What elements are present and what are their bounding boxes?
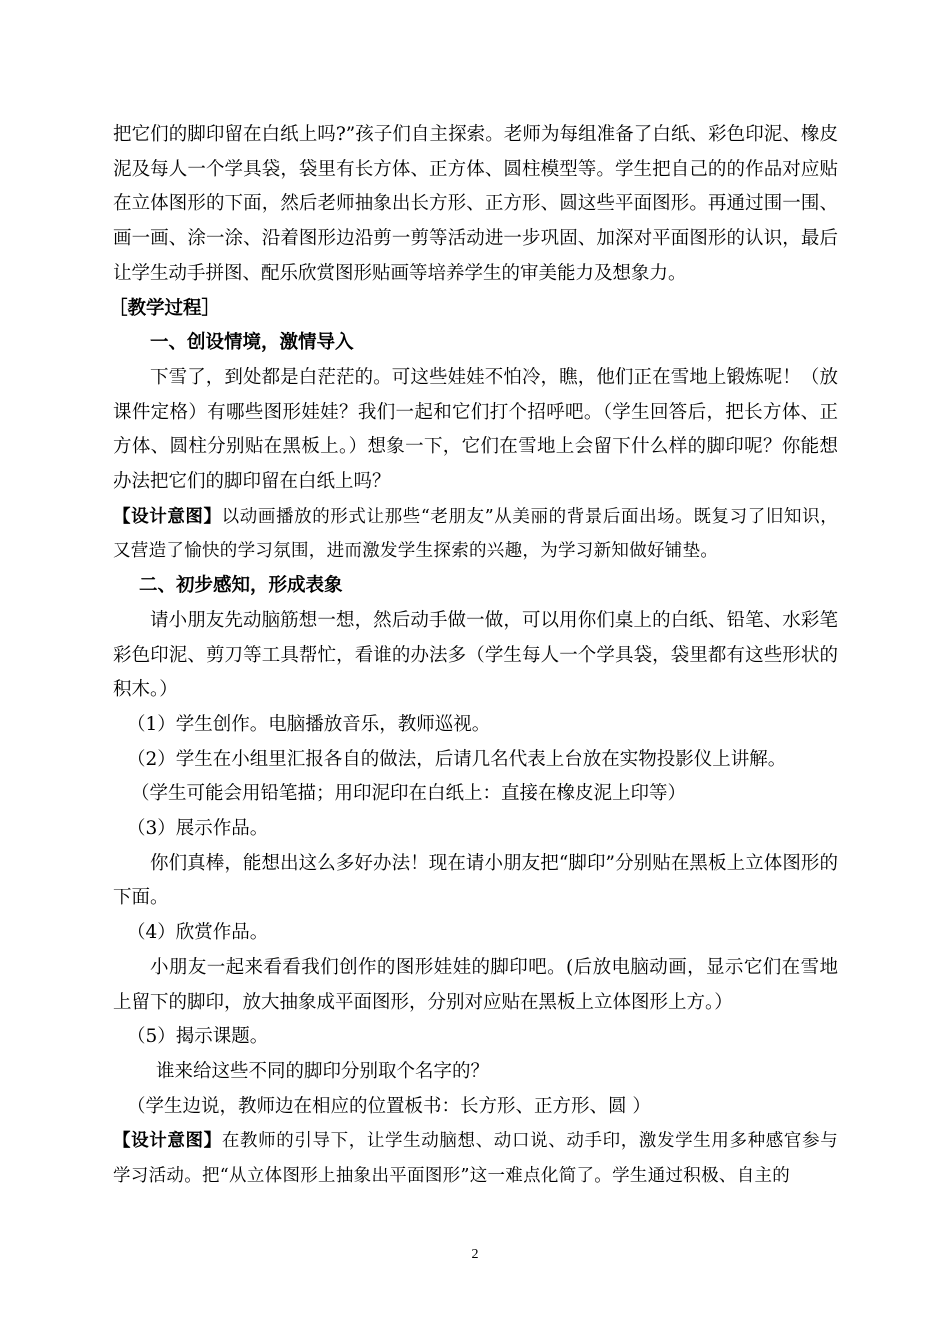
paragraph-board: （学生边说，教师边在相应的位置板书：长方形、正方形、圆 ） (127, 1095, 651, 1117)
step-5: （5）揭示课题。 (127, 1026, 269, 1048)
paragraph-intro: 把它们的脚印留在白纸上吗?”孩子们自主探索。老师为每组准备了白纸、彩色印泥、橡皮泥及每人一个学具袋，袋里有长方体、正方体、圆柱模型等。学生把自己的的作品对应贴在立体图形的下面，然后老师抽象出长方形、正方形、圆这些平面图形。再通过围一围、画一画、涂一涂、沿着图形边沿剪一剪等活动进一步巩固、加深对平面图形的认识，最后让学生动手拼图、配乐欣赏图形贴画等培养学生的审美能力及想象力。 (113, 124, 838, 284)
page-number: 2 (471, 1247, 479, 1262)
step-2-note: （学生可能会用铅笔描；用印泥印在白纸上：直接在橡皮泥上印等） (131, 783, 687, 805)
design-intent-label: 【设计意图】 (113, 1131, 222, 1152)
section-title-teaching-process: ［教学过程］ (109, 297, 221, 319)
design-intent-1 (113, 500, 838, 569)
design-intent-label: 【设计意图】 (113, 506, 222, 527)
step-4: （4）欣赏作品。 (127, 922, 269, 944)
step-1: （1）学生创作。电脑播放音乐，教师巡视。 (127, 713, 491, 735)
design-intent-text: 以动画播放的形式让那些“老朋友”从美丽的背景后面出场。既复习了旧知识，又营造了愉快的学习氛围，进而激发学生探索的兴趣，为学习新知做好铺垫。 (113, 506, 838, 562)
section-heading-1: 一、创设情境，激情导入 (150, 332, 354, 354)
paragraph-praise: 你们真棒，能想出这么多好办法！现在请小朋友把“脚印”分别贴在黑板上立体图形的下面。 (113, 852, 838, 909)
paragraph-scene: 下雪了，到处都是白茫茫的。可这些娃娃不怕冷，瞧，他们正在雪地上锻炼呢！（放课件定格）有哪些图形娃娃？我们一起和它们打个招呼吧。（学生回答后，把长方体、正方体、圆柱分别贴在黑板上。）想象一下，它们在雪地上会留下什么样的脚印呢？你能想办法把它们的脚印留在白纸上吗？ (113, 366, 838, 493)
design-intent-2 (113, 1124, 838, 1193)
paragraph-think: 请小朋友先动脑筋想一想，然后动手做一做，可以用你们桌上的白纸、铅笔、水彩笔彩色印泥、剪刀等工具帮忙，看谁的办法多（学生每人一个学具袋，袋里都有这些形状的积木。） (113, 609, 838, 701)
document-body (109, 118, 838, 1194)
design-intent-text: 在教师的引导下，让学生动脑想、动口说、动手印，激发学生用多种感官参与学习活动。把“从立体图形上抽象出平面图形”这一难点化简了。学生通过积极、自主的 (113, 1131, 838, 1187)
section-heading-2: 二、初步感知，形成表象 (139, 575, 343, 597)
paragraph-naming: 谁来给这些不同的脚印分别取个名字的？ (156, 1060, 490, 1082)
step-2: （2）学生在小组里汇报各自的做法，后请几名代表上台放在实物投影仪上讲解。 (127, 748, 787, 770)
paragraph-appreciate: 小朋友一起来看看我们创作的图形娃娃的脚印吧。(后放电脑动画，显示它们在雪地上留下的脚印，放大抽象成平面图形，分别对应贴在黑板上立体图形上方。） (113, 956, 838, 1013)
step-3: （3）展示作品。 (127, 818, 269, 840)
